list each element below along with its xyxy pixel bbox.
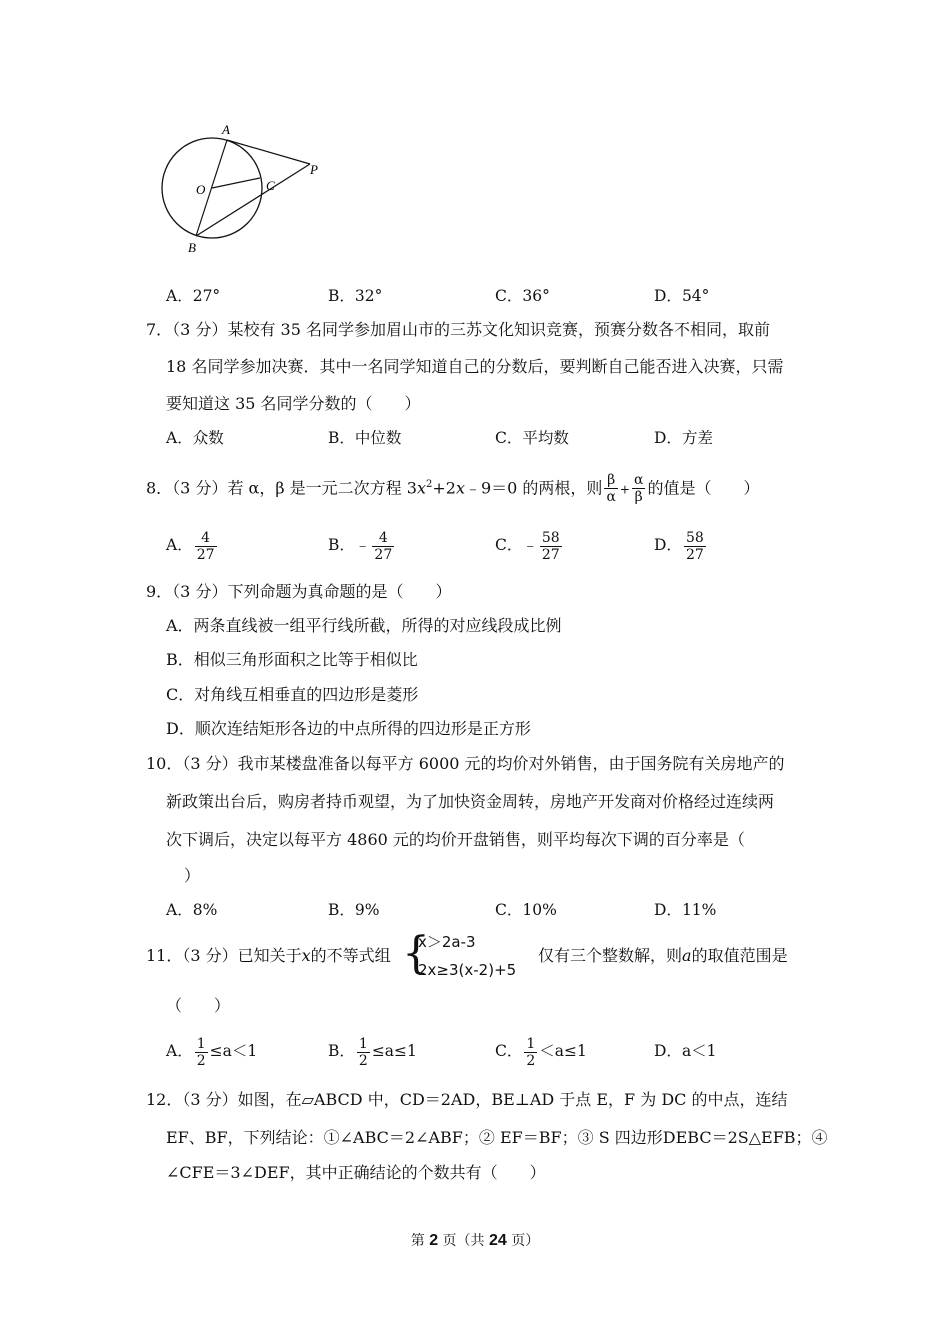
label-a: A xyxy=(222,122,230,137)
q7-option-c: C．平均数 xyxy=(495,429,569,447)
q8-fraction-beta-alpha: $\frac{\beta}{\alpha}$ xyxy=(606,472,616,506)
segment-bp xyxy=(196,164,310,236)
q10-line-2: 新政策出台后，购房者持币观望，为了加快资金周转，房地产开发商对价格经过连续两 xyxy=(166,792,775,811)
segment-ap xyxy=(227,140,310,164)
q12-line-1: 12．（3 分）如图，在▱ABCD 中，CD＝2AD，BE⊥AD 于点 E，F 为 DC 的中点，连结 xyxy=(146,1090,788,1109)
q10-option-d: D．11% xyxy=(654,901,717,919)
q11-option-d: D．a＜1 xyxy=(654,1042,717,1060)
q12-line-3: ∠CFE＝3∠DEF，其中正确结论的个数共有（ ） xyxy=(166,1163,546,1182)
label-p: P xyxy=(310,162,318,177)
q11-inequality-2: 2x≥3(x-2)+5 xyxy=(418,961,517,979)
q9-option-d: D．顺次连结矩形各边的中点所得的四边形是正方形 xyxy=(166,719,531,738)
label-b: B xyxy=(188,240,196,255)
q7-line-1: 7．（3 分）某校有 35 名同学参加眉山市的三苏文化知识竞赛，预赛分数各不相同，取前 xyxy=(146,320,770,339)
q8-option-b: B．﹣ $\frac{4}{27}$ xyxy=(328,529,393,563)
q8-fraction-alpha-beta: $\frac{\alpha}{\beta}$ xyxy=(633,472,644,506)
q11-option-c: C． $\frac{1}{2}$ ＜a≤1 xyxy=(495,1035,587,1069)
q11-option-b: B． $\frac{1}{2}$ ≤a≤1 xyxy=(328,1035,417,1069)
q10-line-3: 次下调后，决定以每平方 4860 元的均价开盘销售，则平均每次下调的百分率是（ xyxy=(166,830,745,849)
q9-option-a: A．两条直线被一组平行线所截，所得的对应线段成比例 xyxy=(166,616,562,635)
q10-line-1: 10．（3 分）我市某楼盘准备以每平方 6000 元的均价对外销售，由于国务院有关房地产的 xyxy=(146,754,785,773)
q10-line-4: ） xyxy=(184,866,201,885)
label-o: O xyxy=(196,182,206,197)
q7-line-3: 要知道这 35 名同学分数的（ ） xyxy=(166,394,421,413)
q12-line-2: EF、BF，下列结论：①∠ABC＝2∠ABF；② EF＝BF；③ S 四边形DEBC＝2S△EFB；④ xyxy=(166,1128,828,1147)
q7-option-a: A．众数 xyxy=(166,429,224,447)
q10-option-b: B．9% xyxy=(328,901,380,919)
q9-option-c: C．对角线互相垂直的四边形是菱形 xyxy=(166,685,419,704)
q10-option-c: C．10% xyxy=(495,901,557,919)
q11-line-2: （ ） xyxy=(166,996,231,1015)
q8-option-c: C．﹣ $\frac{58}{27}$ xyxy=(495,529,560,563)
q6-option-c: C．36° xyxy=(495,287,550,305)
page-footer: 第 2 页（共 24 页） xyxy=(410,1232,540,1249)
q7-option-b: B．中位数 xyxy=(328,429,402,447)
q11-stem-prefix: 11．（3 分）已知关于x的不等式组 xyxy=(146,946,391,965)
q9-option-b: B．相似三角形面积之比等于相似比 xyxy=(166,650,418,669)
q6-option-a: A．27° xyxy=(166,287,221,305)
q9-stem: 9．（3 分）下列命题为真命题的是（ ） xyxy=(146,582,452,601)
q8-option-a: A． $\frac{4}{27}$ xyxy=(166,529,215,563)
q11-inequality-1: x＞2a-3 xyxy=(418,933,476,951)
circle-tangent-figure xyxy=(150,118,340,258)
q6-option-b: B．32° xyxy=(328,287,383,305)
q11-stem-suffix: 仅有三个整数解，则a的取值范围是 xyxy=(538,946,788,965)
q10-option-a: A．8% xyxy=(166,901,218,919)
q7-option-d: D．方差 xyxy=(654,429,713,447)
q11-system-brace: { xyxy=(402,928,430,979)
q8-stem: 8．（3 分）若 α，β 是一元二次方程 $3x^2+2x﹣9=0$ 的两根，则 $\frac{\beta}{\alpha}$ + $\frac{\alpha}{\beta}$ 的值是（ ） xyxy=(146,472,760,506)
q11-option-a: A． $\frac{1}{2}$ ≤a＜1 xyxy=(166,1035,258,1069)
segment-oc xyxy=(212,178,260,188)
q6-option-d: D．54° xyxy=(654,287,710,305)
q8-option-d: D． $\frac{58}{27}$ xyxy=(654,529,704,563)
label-c: C xyxy=(266,178,275,193)
q7-line-2: 18 名同学参加决赛．其中一名同学知道自己的分数后，要判断自己能否进入决赛，只需 xyxy=(166,357,784,376)
